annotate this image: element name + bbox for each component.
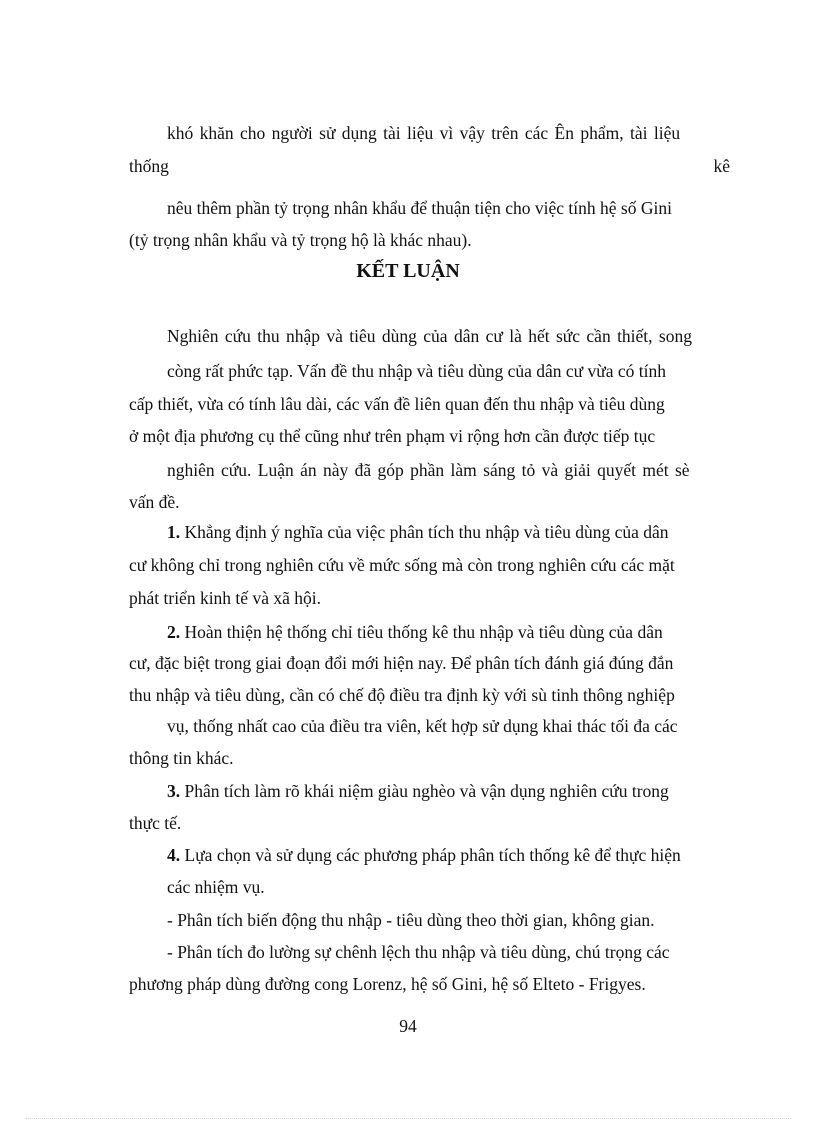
bullet-line: - Phân tích biến động thu nhập - tiêu dùng theo thời gian, không gian. (167, 910, 655, 930)
item-text: Lựa chọn và sử dụng các phương pháp phân tích thống kê để thực hiện (180, 845, 681, 865)
intro-word-right: kê (713, 156, 730, 176)
conclusion-line: nghiên cứu. Luận án này đã góp phần làm sáng tỏ và giải quyết mét sè (167, 460, 690, 480)
page-number: 94 (399, 1016, 417, 1036)
item-4-line: các nhiệm vụ. (167, 877, 265, 897)
intro-justified-line (129, 155, 730, 177)
item-number: 3. (167, 781, 181, 801)
conclusion-line: ở một địa phương cụ thể cũng như trên phạm vi rộng hơn cần được tiếp tục (129, 426, 656, 446)
item-3-line (167, 780, 669, 802)
item-number: 1. (167, 522, 181, 542)
conclusion-line: còng rất phức tạp. Vấn đề thu nhập và tiêu dùng của dân cư vừa có tính (167, 361, 667, 381)
item-2-line: thông tin khác. (129, 748, 234, 768)
intro-line: khó khăn cho người sử dụng tài liệu vì vậy trên các Ên phẩm, tài liệu (167, 123, 681, 143)
bullet-line: phương pháp dùng đường cong Lorenz, hệ số Gini, hệ số Elteto - Frigyes. (129, 974, 646, 994)
intro-word-left: thống (129, 156, 169, 176)
section-title: KẾT LUẬN (356, 260, 460, 282)
intro-line: nêu thêm phần tỷ trọng nhân khẩu để thuận tiện cho việc tính hệ số Gini (167, 198, 672, 218)
item-4-line (167, 844, 681, 866)
item-number: 4. (167, 845, 181, 865)
page-bottom-rule (25, 1118, 791, 1119)
item-1-line (167, 521, 669, 543)
item-1-line: cư không chỉ trong nghiên cứu về mức sống mà còn trong nghiên cứu các mặt (129, 555, 675, 575)
bullet-line: - Phân tích đo lường sự chênh lệch thu nhập và tiêu dùng, chú trọng các (167, 942, 670, 962)
item-3-line: thực tế. (129, 813, 182, 833)
item-2-line: vụ, thống nhất cao của điều tra viên, kết hợp sử dụng khai thác tối đa các (167, 716, 678, 736)
item-text: Khẳng định ý nghĩa của việc phân tích thu nhập và tiêu dùng của dân (180, 522, 669, 542)
item-2-line: thu nhập và tiêu dùng, cần có chế độ điều tra định kỳ với sù tinh thông nghiệp (129, 685, 675, 705)
item-1-line: phát triển kinh tế và xã hội. (129, 588, 321, 608)
conclusion-line: vấn đề. (129, 492, 180, 512)
item-text: Hoàn thiện hệ thống chỉ tiêu thống kê thu nhập và tiêu dùng của dân (180, 622, 663, 642)
item-2-line: cư, đặc biệt trong giai đoạn đổi mới hiện nay. Để phân tích đánh giá đúng đắn (129, 653, 674, 673)
item-number: 2. (167, 622, 181, 642)
conclusion-line: Nghiên cứu thu nhập và tiêu dùng của dân cư là hết sức cần thiết, song (167, 326, 692, 346)
item-text: Phân tích làm rõ khái niệm giàu nghèo và vận dụng nghiên cứu trong (180, 781, 669, 801)
conclusion-line: cấp thiết, vừa có tính lâu dài, các vấn đề liên quan đến thu nhập và tiêu dùng (129, 394, 665, 414)
item-2-line (167, 621, 663, 643)
intro-line: (tỷ trọng nhân khẩu và tỷ trọng hộ là khác nhau). (129, 230, 472, 250)
